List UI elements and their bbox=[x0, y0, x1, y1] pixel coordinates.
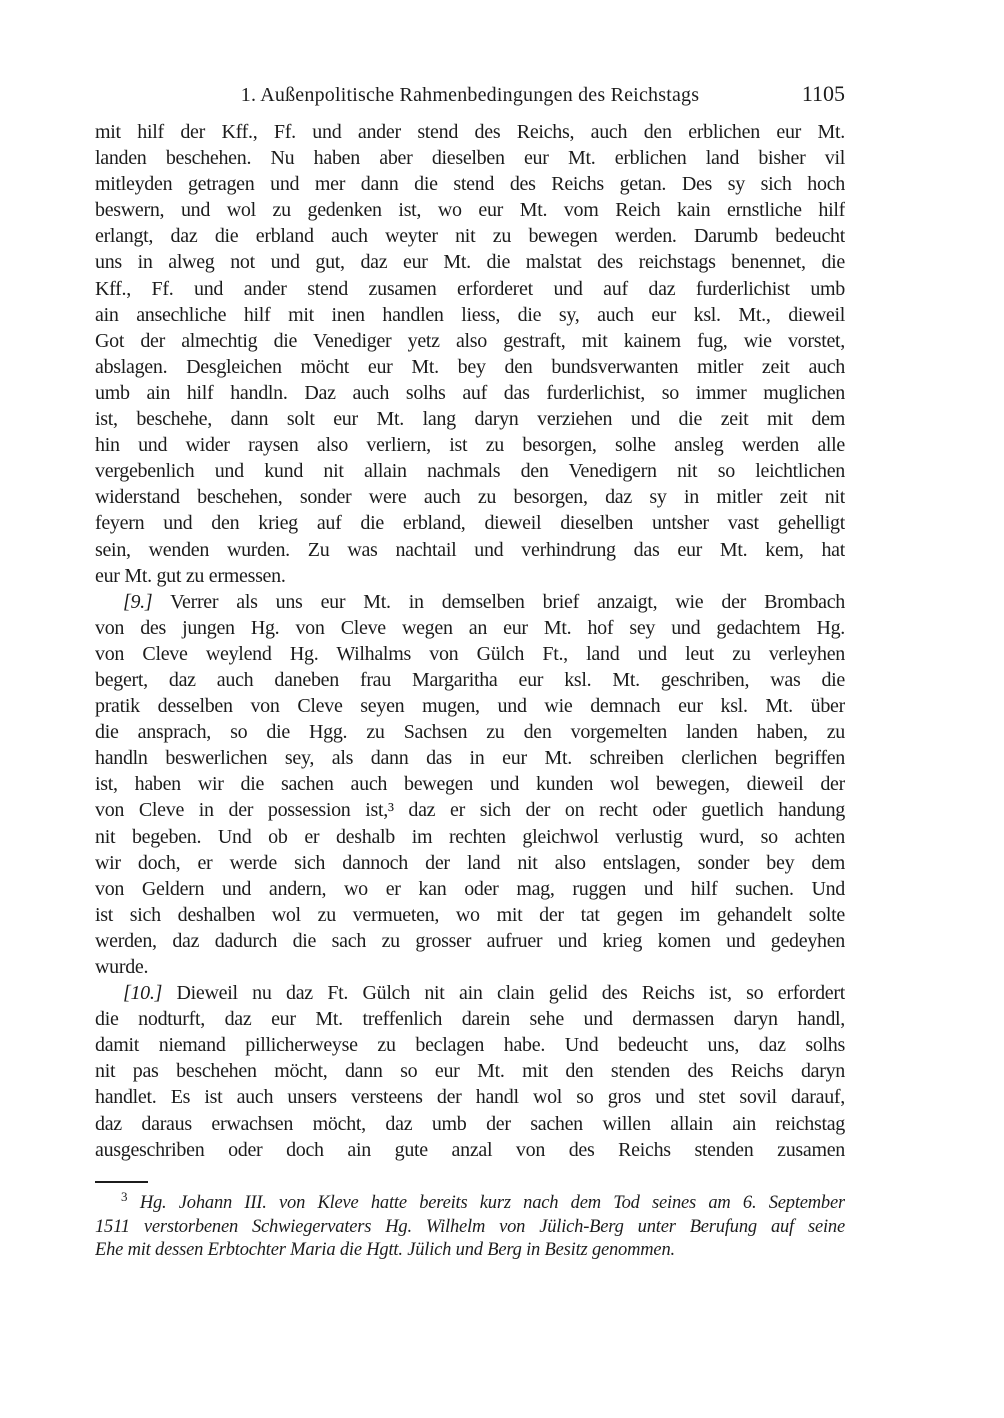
text-line: Kff., Ff. und ander stend zusamen erforderet und auf daz furderlichist umb bbox=[95, 277, 845, 300]
text-line: hin und wider raysen also verliern, ist zu besorgen, solhe ansleg werden alle bbox=[95, 434, 845, 457]
text-line: die nodturft, daz eur Mt. treffenlich darein sehe und dermassen daryn handl, bbox=[95, 1008, 845, 1031]
running-header bbox=[95, 82, 845, 107]
text-line: vergebenlich und kund nit allain nachmals den Venedigern nit so leichtlichen bbox=[95, 460, 845, 483]
text-line: werden, daz dadurch die sach zu grosser aufruer und krieg komen und gedeyhen bbox=[95, 929, 845, 952]
text-line: handlet. Es ist auch unsers versteens der handl wol so gros und stet sovil darauf, bbox=[95, 1086, 845, 1109]
footnote-marker: 3 bbox=[121, 1192, 128, 1204]
text-line: [9.] Verrer als uns eur Mt. in demselben brief anzaigt, wie der Brombach bbox=[123, 590, 845, 613]
text-line: ist, beschehe, dann solt eur Mt. lang daryn verziehen und die zeit mit dem bbox=[95, 408, 845, 431]
text-line: wir doch, er werde sich dannoch der land nit also entslagen, sonder bey dem bbox=[95, 851, 845, 874]
text-line: eur Mt. gut zu ermessen. bbox=[95, 564, 286, 587]
text-line: nit begeben. Und ob er deshalb im rechten gleichwol verlustig wurd, so achten bbox=[95, 825, 845, 848]
text-line: ausgeschriben oder doch ain gute anzal von des Reichs stenden zusamen bbox=[95, 1138, 845, 1161]
text-line: sein, wenden wurden. Zu was nachtail und verhindrung das eur Mt. kem, hat bbox=[95, 538, 845, 561]
text-line: widerstand beschehen, sonder were auch zu besorgen, daz sy in mitler zeit nit bbox=[95, 486, 845, 509]
text-line: abslagen. Desgleichen möcht eur Mt. bey den bundsverwanten mitler zeit auch bbox=[95, 355, 845, 378]
text-line: landen beschehen. Nu haben aber dieselben eur Mt. erblichen land bisher vil bbox=[95, 147, 845, 170]
text-line: ist sich deshalben wol zu vermueten, wo mit der tat gegen im gehandelt solte bbox=[95, 903, 845, 926]
text-line: ist, haben wir die sachen auch bewegen und kunden wol bewegen, dieweil der bbox=[95, 773, 845, 796]
text-line: von Geldern und andern, wo er kan oder mag, ruggen und hilf suchen. Und bbox=[95, 877, 845, 900]
text-line: 1511 verstorbenen Schwiegervaters Hg. Wilhelm von Jülich-Berg unter Berufung auf seine bbox=[95, 1216, 845, 1237]
text-line: erlangt, daz die erbland auch weyter nit zu bewegen werden. Darumb bedeucht bbox=[95, 225, 845, 248]
text-line: feyern und den krieg auf die erbland, dieweil dieselben untsher vast gehelligt bbox=[95, 512, 845, 535]
text-line: nit pas beschehen möcht, dann so eur Mt. mit den stenden des Reichs daryn bbox=[95, 1060, 845, 1083]
paragraph bbox=[95, 589, 845, 980]
text-line: damit niemand pillicherweyse zu beclagen habe. Und bedeucht uns, daz solhs bbox=[95, 1034, 845, 1057]
text-line: Got der almechtig die Venediger yetz also gestraft, mit kainem fug, wie vorstet, bbox=[95, 329, 845, 352]
text-line: mit hilf der Kff., Ff. und ander stend des Reichs, auch den erblichen eur Mt. bbox=[95, 121, 845, 143]
text-line: beswern, und wol zu gedenken ist, wo eur Mt. vom Reich kain ernstliche hilf bbox=[95, 199, 845, 222]
text-line: von Cleve weylend Hg. Wilhalms von Gülch Ft., land und leut zu verleyhen bbox=[95, 642, 845, 665]
paragraph bbox=[95, 980, 845, 1163]
text-line: die ansprach, so die Hgg. zu Sachsen zu den vorgemelten landen haben, zu bbox=[95, 721, 845, 744]
text-line: ain ansechliche hilf mit inen handlen liess, die sy, auch eur ksl. Mt., dieweil bbox=[95, 303, 845, 326]
paragraph bbox=[95, 119, 845, 589]
text-line: wurde. bbox=[95, 956, 149, 978]
text-line: [10.] Dieweil nu daz Ft. Gülch nit ain clain gelid des Reichs ist, so erfordert bbox=[123, 982, 845, 1005]
text-line: von des jungen Hg. von Cleve wegen an eur Mt. hof sey und gedachtem Hg. bbox=[95, 616, 845, 639]
page-number: 1105 bbox=[801, 81, 845, 106]
text-line: pratik desselben von Cleve seyen mugen, und wie demnach eur ksl. Mt. über bbox=[95, 695, 845, 718]
text-line: Ehe mit dessen Erbtochter Maria die Hgtt. Jülich und Berg in Besitz genommen. bbox=[95, 1240, 675, 1260]
text-line: daz daraus erwachsen möcht, daz umb der sachen willen allain ain reichstag bbox=[95, 1112, 845, 1135]
paragraph-number: [9.] bbox=[123, 590, 153, 613]
text-line: uns in alweg not und gut, daz eur Mt. die malstat des reichstags benennet, die bbox=[95, 251, 845, 274]
text-line: $^3$ Hg. Johann III. von Kleve hatte bereits kurz nach dem Tod seines am 6. September bbox=[95, 1192, 845, 1216]
text-line: handln beswerlichen sey, als dann das in eur Mt. schreiben clerlichen begriffen bbox=[95, 747, 845, 770]
text-line: umb ain hilf handln. Daz auch solhs auf das furderlichist, so immer muglichen bbox=[95, 381, 845, 404]
chapter-title: 1. Außenpolitische Rahmenbedingungen des Reichstags bbox=[240, 84, 700, 106]
footnote-rule bbox=[95, 1181, 148, 1183]
body-text bbox=[95, 119, 845, 1163]
text-line: von Cleve in der possession ist,³ daz er sich der on recht oder guetlich handung bbox=[95, 799, 845, 822]
text-line: begert, daz auch daneben frau Margaritha eur ksl. Mt. geschriben, was die bbox=[95, 668, 845, 691]
paragraph-number: [10.] bbox=[123, 982, 163, 1005]
text-line: mitleyden getragen und mer dann die stend des Reichs getan. Des sy sich hoch bbox=[95, 173, 845, 196]
footnote bbox=[95, 1192, 845, 1263]
